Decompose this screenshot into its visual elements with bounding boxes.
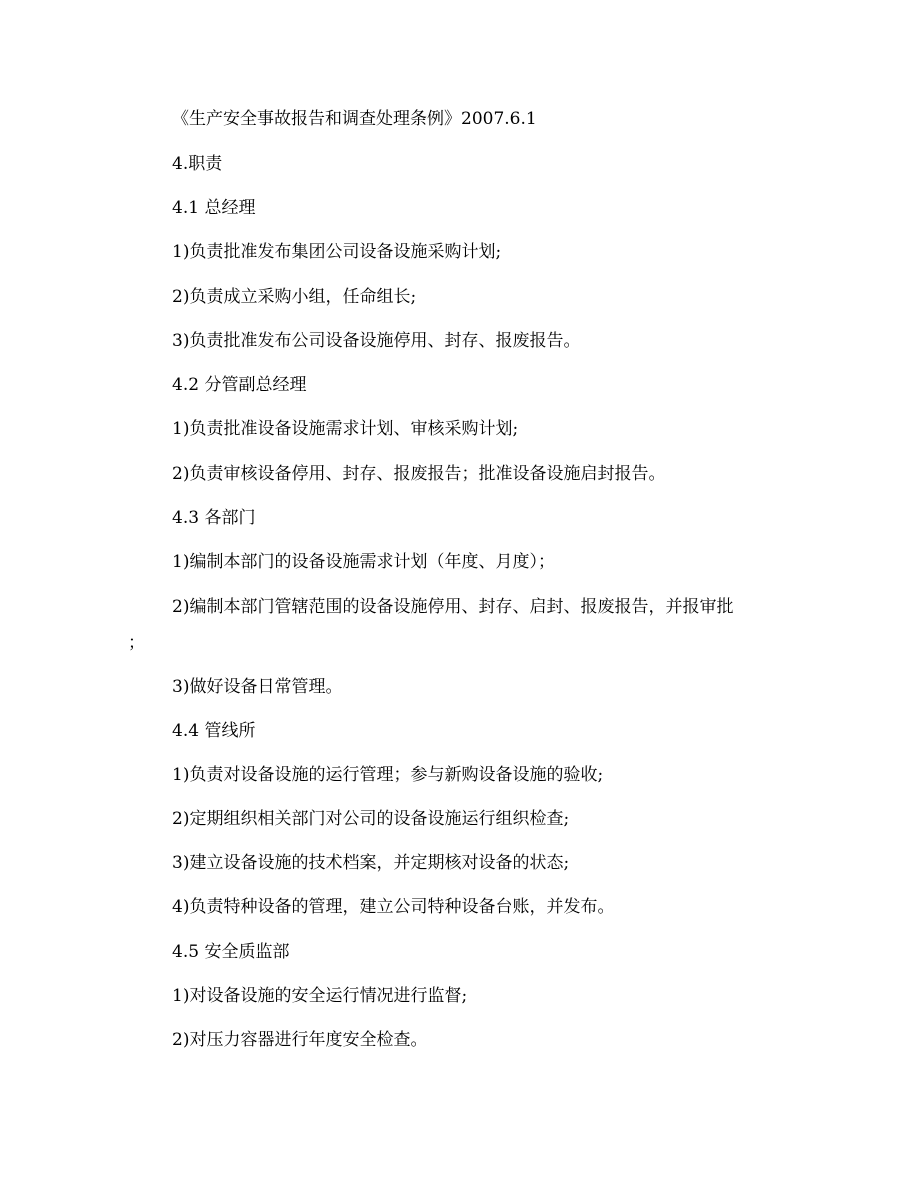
subsection-heading-deputy-manager: 4.2 分管副总经理: [172, 375, 307, 395]
list-item: 4)负责特种设备的管理，建立公司特种设备台账，并发布。: [172, 897, 615, 917]
list-item: 3)建立设备设施的技术档案，并定期核对设备的状态;: [172, 853, 570, 873]
list-item-continuation: ；: [128, 633, 145, 653]
list-item: 1)负责批准发布集团公司设备设施采购计划;: [172, 242, 502, 262]
subsection-heading-pipeline-station: 4.4 管线所: [172, 721, 256, 741]
subsection-heading-safety-quality: 4.5 安全质监部: [172, 942, 290, 962]
list-item: 2)负责成立采购小组，任命组长;: [172, 287, 417, 307]
subsection-heading-departments: 4.3 各部门: [172, 508, 256, 528]
list-item: 2)定期组织相关部门对公司的设备设施运行组织检查;: [172, 809, 570, 829]
list-item: 2)编制本部门管辖范围的设备设施停用、封存、启封、报废报告，并报审批: [172, 597, 734, 617]
list-item: 2)负责审核设备停用、封存、报废报告；批准设备设施启封报告。: [172, 464, 666, 484]
list-item: 3)负责批准发布公司设备设施停用、封存、报废报告。: [172, 331, 581, 351]
list-item: 1)负责对设备设施的运行管理；参与新购设备设施的验收;: [172, 765, 604, 785]
list-item: 1)对设备设施的安全运行情况进行监督;: [172, 986, 468, 1006]
subsection-heading-general-manager: 4.1 总经理: [172, 198, 256, 218]
list-item: 1)负责批准设备设施需求计划、审核采购计划;: [172, 419, 519, 439]
list-item: 2)对压力容器进行年度安全检查。: [172, 1030, 428, 1050]
regulation-reference: 《生产安全事故报告和调查处理条例》2007.6.1: [172, 109, 537, 129]
list-item: 1)编制本部门的设备设施需求计划（年度、月度）；: [172, 552, 555, 572]
list-item: 3)做好设备日常管理。: [172, 677, 343, 697]
section-heading-responsibilities: 4.职责: [172, 154, 223, 174]
